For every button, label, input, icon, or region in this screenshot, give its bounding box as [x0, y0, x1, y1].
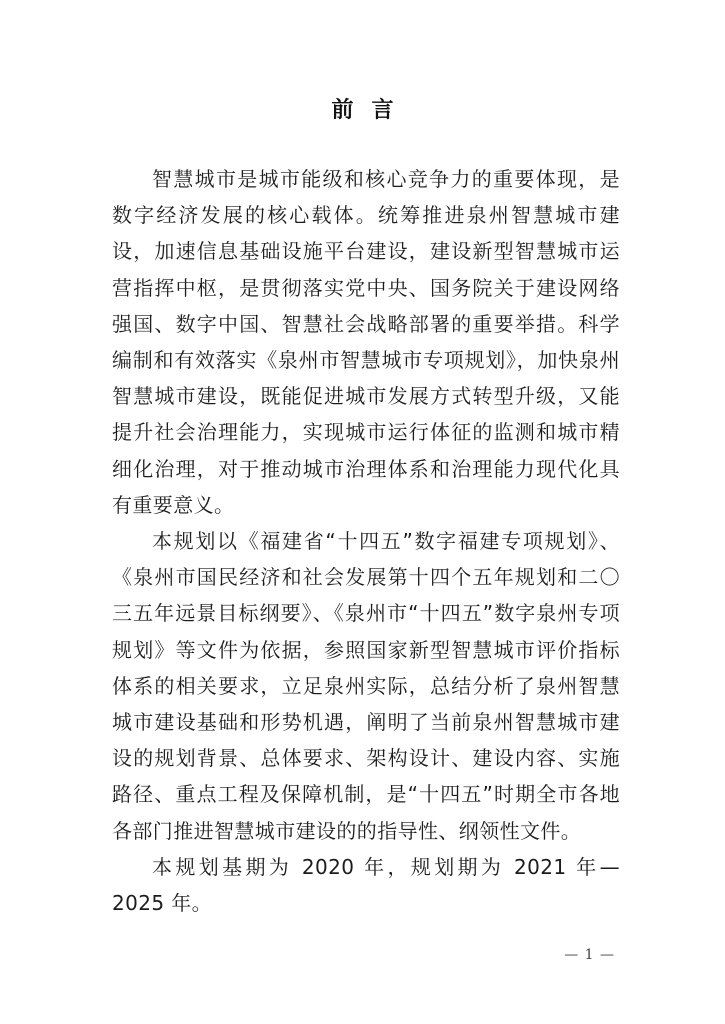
paragraph-1: 智慧城市是城市能级和核心竞争力的重要体现，是数字经济发展的核心载体。统筹推进泉州智慧城市建设，加速信息基础设施平台建设，建设新型智慧城市运营指挥中枢，是贯彻落实党中央、国务院关于建设网络强国、数字中国、智慧社会战略部署的重要举措。科学编制和有效落实《泉州市智慧城市专项规划》，加快泉州智慧城市建设，既能促进城市发展方式转型升级，又能提升社会治理能力，实现城市运行体征的监测和城市精细化治理，对于推动城市治理体系和治理能力现代化具有重要意义。	[112, 167, 620, 517]
document-body	[112, 161, 620, 921]
paragraph-3: 本规划基期为 2020 年，规划期为 2021 年—2025 年。	[112, 854, 620, 916]
paragraph-2: 本规划以《福建省“十四五”数字福建专项规划》、《泉州市国民经济和社会发展第十四个五年规划和二〇三五年远景目标纲要》、《泉州市“十四五”数字泉州专项规划》等文件为依据，参照国家新型智慧城市评价指标体系的相关要求，立足泉州实际，总结分析了泉州智慧城市建设基础和形势机遇，阐明了当前泉州智慧城市建设的规划背景、总体要求、架构设计、建设内容、实施路径、重点工程及保障机制，是“十四五”时期全市各地各部门推进智慧城市建设的的指导性、纲领性文件。	[112, 529, 620, 843]
page-title: 前言	[331, 98, 412, 123]
page-number: — 1 —	[564, 947, 615, 963]
